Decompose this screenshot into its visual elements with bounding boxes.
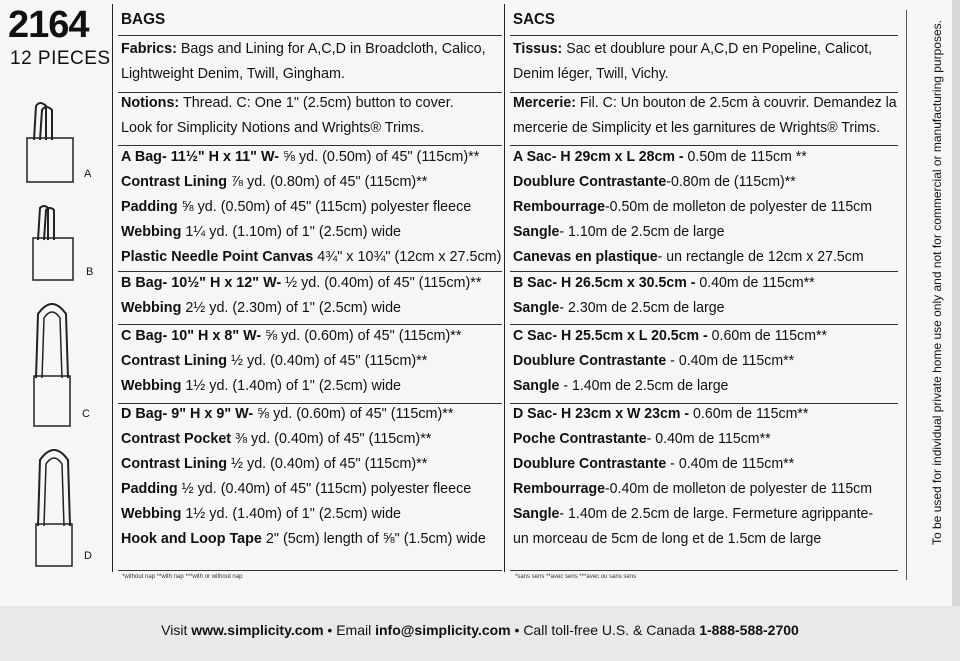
spec-value: - 1.10m de 2.5cm de large xyxy=(559,223,725,240)
spec-label: Doublure Contrastante xyxy=(513,352,667,369)
column-divider-middle xyxy=(504,4,505,572)
spec-line xyxy=(121,526,501,551)
spec-line xyxy=(513,219,897,244)
spec-label: Webbing xyxy=(121,377,182,394)
spec-line xyxy=(121,219,501,244)
email-link[interactable]: info@simplicity.com xyxy=(375,622,511,638)
spec-line xyxy=(513,348,897,373)
spec-value: - 0.40m de 115cm** xyxy=(646,430,771,447)
spec-line xyxy=(121,476,501,501)
spec-label: Contrast Lining xyxy=(121,455,228,472)
spec-label: Hook and Loop Tape xyxy=(121,530,262,547)
website-link[interactable]: www.simplicity.com xyxy=(191,622,324,638)
spec-line xyxy=(121,501,501,526)
spec-line xyxy=(121,115,501,140)
spec-line xyxy=(513,169,897,194)
spec-label: Webbing xyxy=(121,299,182,316)
spec-label: Plastic Needle Point Canvas xyxy=(121,248,314,265)
french-footnote: *sans sens **avec sens ***avec ou sans sens xyxy=(515,574,637,580)
tote-bag-tall-icon xyxy=(32,204,76,284)
spec-line xyxy=(121,295,501,320)
spec-value: - 0.40m de 115cm** xyxy=(666,455,795,472)
spec-value: un morceau de 5cm de long et de 1.5cm de large xyxy=(513,530,822,547)
english-footnote: *without nap **with nap ***with or without nap xyxy=(122,574,243,580)
spec-line xyxy=(513,476,897,501)
spec-line xyxy=(121,323,501,348)
bag-letter-d: D xyxy=(84,550,92,562)
spec-line xyxy=(121,348,501,373)
spec-value: 4¾" x 10¾" (12cm x 27.5cm) xyxy=(313,248,502,265)
spec-line xyxy=(121,401,501,426)
spec-label: Doublure Contrastante xyxy=(513,455,667,472)
spec-value: ⅝ yd. (0.50m) of 45" (115cm)** xyxy=(278,148,480,165)
spec-label: A Sac- H 29cm x L 28cm - xyxy=(513,148,684,165)
spec-value: - un rectangle de 12cm x 27.5cm xyxy=(657,248,864,265)
english-column xyxy=(121,8,501,551)
spec-value: 0.40m de 115cm** xyxy=(695,274,815,291)
spec-line xyxy=(513,426,897,451)
spec-line xyxy=(121,194,501,219)
spec-value: Thread. C: One 1" (2.5cm) button to cover. xyxy=(179,94,454,111)
rule xyxy=(118,570,502,571)
spec-label: Sangle xyxy=(513,505,560,522)
spec-value: Fil. C: Un bouton de 2.5cm à couvrir. Demandez la xyxy=(575,94,897,111)
spec-value: 0.60m de 115cm** xyxy=(707,327,827,344)
spec-label: B Sac- H 26.5cm x 30.5cm - xyxy=(513,274,696,291)
bag-letter-a: A xyxy=(84,168,92,180)
spec-value: ½ yd. (0.40m) of 45" (115cm)** xyxy=(227,455,428,472)
spec-value: - 0.40m de 115cm** xyxy=(666,352,795,369)
spec-line xyxy=(513,451,897,476)
spec-value: 1¼ yd. (1.10m) of 1" (2.5cm) wide xyxy=(181,223,402,240)
spec-label: Padding xyxy=(121,480,178,497)
spec-label: Sangle xyxy=(513,377,560,394)
spec-value: -0.40m de molleton de polyester de 115cm xyxy=(604,480,873,497)
spec-label: Sangle xyxy=(513,299,560,316)
spec-label: A Bag- 11½" H x 11" W- xyxy=(121,148,279,165)
spec-line xyxy=(513,373,897,398)
spec-value: - 1.40m de 2.5cm de large xyxy=(559,377,729,394)
footer-call: • Call toll-free U.S. & Canada xyxy=(510,622,700,638)
bag-letter-b: B xyxy=(86,266,94,278)
spec-line xyxy=(513,401,897,426)
spec-value: - 1.40m de 2.5cm de large. Fermeture agrippante- xyxy=(559,505,874,522)
spec-line xyxy=(513,115,897,140)
spec-value: ⅜ yd. (0.40m) of 45" (115cm)** xyxy=(231,430,432,447)
spec-label: Rembourrage xyxy=(513,480,605,497)
spec-value: 0.50m de 115cm ** xyxy=(683,148,807,165)
shoulder-bag-square-icon xyxy=(34,446,78,570)
spec-value: ⅝ yd. (0.60m) of 45" (115cm)** xyxy=(253,405,454,422)
spec-label: Rembourrage xyxy=(513,198,605,215)
footer-email-label: • Email xyxy=(323,622,376,638)
spec-label: Padding xyxy=(121,198,178,215)
rule xyxy=(510,570,898,571)
spec-line xyxy=(513,526,897,551)
spec-value: 1½ yd. (1.40m) of 1" (2.5cm) wide xyxy=(181,505,402,522)
bag-letter-c: C xyxy=(82,408,90,420)
spec-label: Fabrics: xyxy=(121,40,177,57)
spec-line xyxy=(513,144,897,169)
spec-value: ½ yd. (0.40m) of 45" (115cm)** xyxy=(227,352,428,369)
spec-label: Contrast Lining xyxy=(121,352,228,369)
spec-line xyxy=(121,169,501,194)
spec-line xyxy=(121,144,501,169)
spec-label: D Sac- H 23cm x W 23cm - xyxy=(513,405,690,422)
spec-line xyxy=(121,373,501,398)
pattern-number: 2164 xyxy=(8,4,89,46)
spec-label: Contrast Lining xyxy=(121,173,228,190)
spec-line xyxy=(513,501,897,526)
spec-line xyxy=(121,36,501,61)
spec-label: Sangle xyxy=(513,223,560,240)
spec-value: 1½ yd. (1.40m) of 1" (2.5cm) wide xyxy=(181,377,402,394)
spec-line xyxy=(513,61,897,86)
french-title: SACS xyxy=(513,11,555,28)
spec-label: Mercerie: xyxy=(513,94,576,111)
spec-line xyxy=(121,451,501,476)
spec-value: Bags and Lining for A,C,D in Broadcloth, Calico, xyxy=(176,40,486,57)
spec-line xyxy=(121,90,501,115)
spec-label: C Bag- 10" H x 8" W- xyxy=(121,327,262,344)
spec-value: Look for Simplicity Notions and Wrights® Trims. xyxy=(121,119,425,136)
spec-line xyxy=(513,295,897,320)
spec-label: Contrast Pocket xyxy=(121,430,232,447)
usage-notice: To be used for individual private home use only and not for commercial or manufacturing purposes. xyxy=(930,20,944,545)
footer-contact xyxy=(0,622,960,638)
english-title: BAGS xyxy=(121,11,166,28)
spec-label: C Sac- H 25.5cm x L 20.5cm - xyxy=(513,327,708,344)
spec-value: mercerie de Simplicity et les garnitures de Wrights® Trims. xyxy=(513,119,881,136)
spec-value: ⅝ yd. (0.60m) of 45" (115cm)** xyxy=(261,327,462,344)
spec-label: D Bag- 9" H x 9" W- xyxy=(121,405,254,422)
spec-value: -0.80m de (115cm)** xyxy=(666,173,796,190)
spec-line xyxy=(513,244,897,269)
spec-label: Notions: xyxy=(121,94,180,111)
spec-value: Denim léger, Twill, Vichy. xyxy=(513,65,669,82)
spec-line xyxy=(121,270,501,295)
spec-line xyxy=(513,194,897,219)
spec-line xyxy=(121,426,501,451)
spec-line xyxy=(513,36,897,61)
spec-value: -0.50m de molleton de polyester de 115cm xyxy=(604,198,873,215)
spec-value: Sac et doublure pour A,C,D en Popeline, Calicot, xyxy=(562,40,873,57)
tote-bag-icon xyxy=(26,100,78,186)
shoulder-bag-icon xyxy=(32,300,76,432)
column-divider-left xyxy=(112,4,113,572)
spec-line xyxy=(121,244,501,269)
spec-line xyxy=(513,270,897,295)
spec-label: Tissus: xyxy=(513,40,563,57)
column-divider-right xyxy=(906,10,907,580)
french-column xyxy=(513,8,897,551)
spec-value: - 2.30m de 2.5cm de large xyxy=(559,299,725,316)
spec-value: 2½ yd. (2.30m) of 1" (2.5cm) wide xyxy=(181,299,402,316)
pieces-count: 12 PIECES xyxy=(10,48,111,69)
spec-value: ½ yd. (0.40m) of 45" (115cm) polyester fleece xyxy=(177,480,472,497)
spec-value: ⅞ yd. (0.80m) of 45" (115cm)** xyxy=(227,173,428,190)
phone-number: 1-888-588-2700 xyxy=(699,622,799,638)
spec-label: Webbing xyxy=(121,505,182,522)
spec-value: ⅝ yd. (0.50m) of 45" (115cm) polyester fleece xyxy=(177,198,472,215)
spec-label: B Bag- 10½" H x 12" W- xyxy=(121,274,282,291)
spec-label: Canevas en plastique xyxy=(513,248,658,265)
spec-value: ½ yd. (0.40m) of 45" (115cm)** xyxy=(281,274,482,291)
spec-label: Poche Contrastante xyxy=(513,430,647,447)
spec-line xyxy=(513,323,897,348)
spec-value: 0.60m de 115cm** xyxy=(689,405,809,422)
spec-label: Webbing xyxy=(121,223,182,240)
spec-line xyxy=(513,90,897,115)
spec-label: Doublure Contrastante xyxy=(513,173,667,190)
footer-visit: Visit xyxy=(161,622,192,638)
spec-value: Lightweight Denim, Twill, Gingham. xyxy=(121,65,345,82)
spec-line xyxy=(121,61,501,86)
spec-value: 2" (5cm) length of ⅝" (1.5cm) wide xyxy=(261,530,486,547)
